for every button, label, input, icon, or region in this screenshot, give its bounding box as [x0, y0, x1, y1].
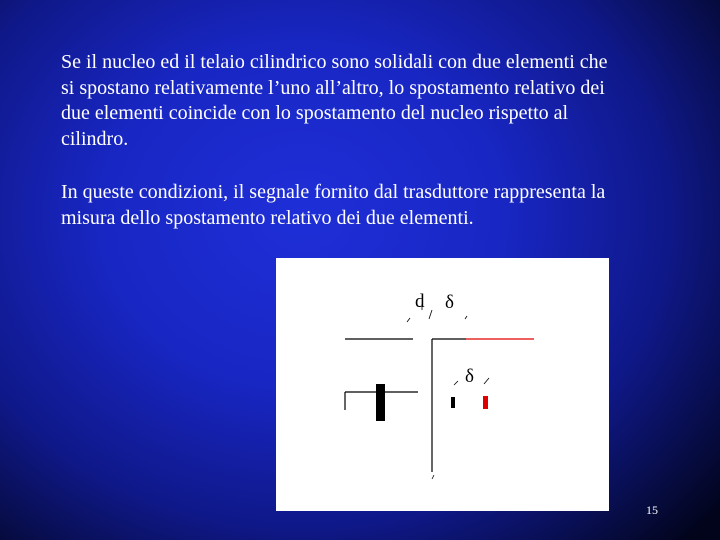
tick-d-left	[407, 318, 410, 322]
transducer-diagram	[276, 258, 609, 511]
page-number: 15	[646, 503, 658, 517]
tick-delta-top-right	[465, 316, 467, 319]
body-paragraph-2: In queste condizioni, il segnale fornito dal trasduttore rappresenta la misura dello spostamento relativo dei due elementi.	[61, 181, 606, 229]
tick-bottom	[432, 475, 434, 479]
label-delta-top: δ	[445, 292, 454, 313]
label-d: d	[415, 291, 425, 312]
tick-delta-mid-right	[484, 378, 489, 384]
tick-d-right	[429, 310, 432, 319]
body-paragraph-1: Se il nucleo ed il telaio cilindrico sono solidali con due elementi che si spostano relativamente l’uno all’altro, lo spostamento relativo dei due elementi coincide con lo spostamento del nucleo rispetto al cilindro.	[61, 51, 608, 150]
transducer-diagram-svg	[276, 258, 609, 511]
label-delta-mid: δ	[465, 366, 474, 387]
black-marker	[451, 397, 455, 408]
core-bar	[376, 384, 385, 421]
red-marker	[483, 396, 488, 409]
tick-delta-mid-left	[454, 381, 458, 385]
